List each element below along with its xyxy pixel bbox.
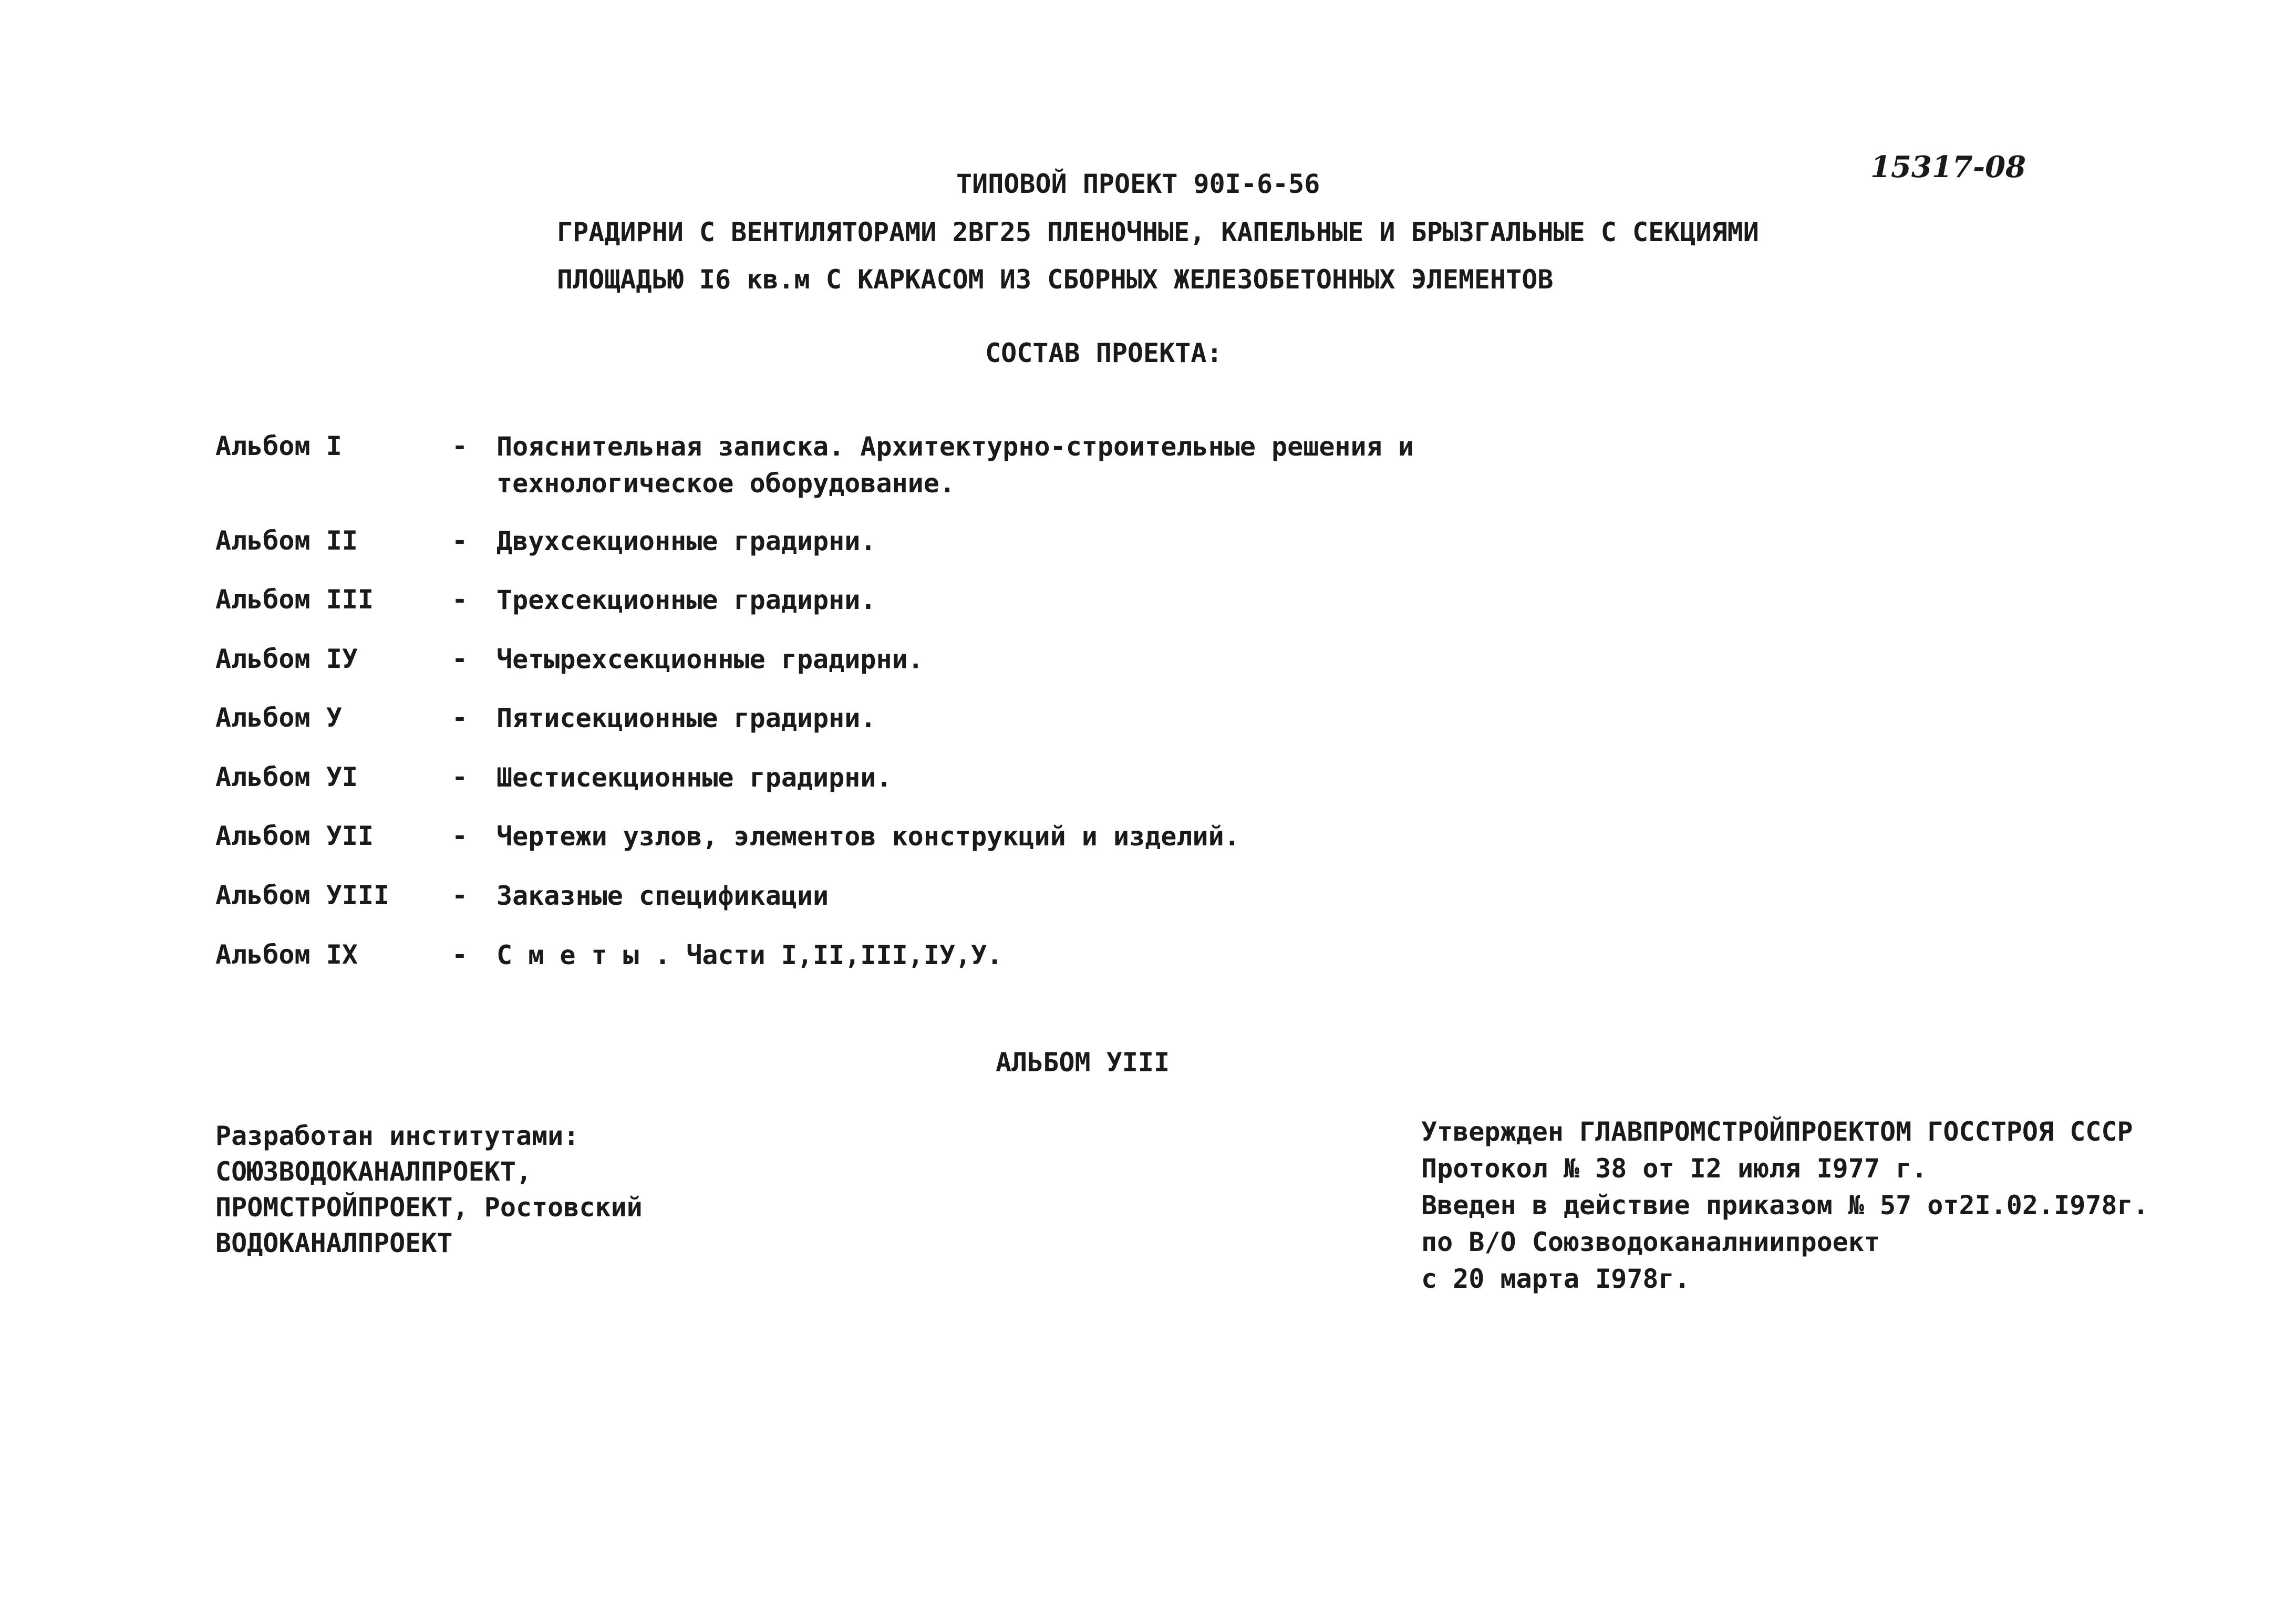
album-description: Пятисекционные градирни.	[497, 703, 876, 733]
approval-line-5: с 20 марта I978г.	[1421, 1264, 1690, 1294]
subtitle-line-2: ПЛОЩАДЬЮ I6 кв.м С КАРКАСОМ ИЗ СБОРНЫХ ЖЕЛЕЗОБЕТОННЫХ ЭЛЕМЕНТОВ	[557, 264, 1554, 295]
album-description: Шестисекционные градирни.	[497, 762, 892, 793]
album-dash: -	[452, 939, 468, 970]
album-description: Двухсекционные градирни.	[497, 526, 876, 556]
approval-line-1: Утвержден ГЛАВПРОМСТРОЙПРОЕКТОМ ГОССТРОЯ СССР	[1421, 1116, 2133, 1147]
album-description: Пояснительная записка. Архитектурно-строительные решения и	[497, 431, 1414, 462]
album-label: Альбом УII	[215, 821, 374, 851]
album-label: Альбом IX	[215, 939, 358, 970]
approval-line-2: Протокол № 38 от I2 июля I977 г.	[1421, 1153, 1928, 1184]
album-dash: -	[452, 821, 468, 851]
album-dash: -	[452, 762, 468, 792]
album-description: Трехсекционные градирни.	[497, 585, 876, 615]
approval-line-4: по В/О Союзводоканалниипроект	[1421, 1227, 1880, 1257]
album-label: Альбом II	[215, 525, 358, 556]
developers-line-3: ПРОМСТРОЙПРОЕКТ, Ростовский	[215, 1192, 643, 1223]
developers-line-2: СОЮЗВОДОКАНАЛПРОЕКТ,	[215, 1156, 532, 1187]
album-label: Альбом IУ	[215, 644, 358, 674]
album-dash: -	[452, 431, 468, 461]
current-album-heading: АЛЬБОМ УIII	[996, 1047, 1170, 1078]
album-description: Заказные спецификации	[497, 881, 829, 911]
approval-line-3: Введен в действие приказом № 57 от2I.02.I978г.	[1421, 1190, 2149, 1221]
album-label: Альбом УI	[215, 762, 358, 792]
subtitle-line-1: ГРАДИРНИ С ВЕНТИЛЯТОРАМИ 2ВГ25 ПЛЕНОЧНЫЕ, КАПЕЛЬНЫЕ И БРЫЗГАЛЬНЫЕ С СЕКЦИЯМИ	[557, 217, 1759, 247]
album-dash: -	[452, 644, 468, 674]
album-description: С м е т ы . Части I,II,III,IУ,У.	[497, 940, 1003, 970]
album-description-continued: технологическое оборудование.	[497, 468, 955, 499]
album-label: Альбом III	[215, 584, 374, 615]
album-description: Чертежи узлов, элементов конструкций и изделий.	[497, 821, 1240, 852]
handwritten-code: 15317-08	[1870, 150, 2026, 184]
album-dash: -	[452, 584, 468, 615]
developers-line-1: Разработан институтами:	[215, 1121, 580, 1151]
developers-line-4: ВОДОКАНАЛПРОЕКТ	[215, 1228, 453, 1258]
album-label: Альбом У	[215, 702, 342, 733]
album-description: Четырехсекционные градирни.	[497, 644, 924, 675]
album-label: Альбом I	[215, 431, 342, 461]
album-label: Альбом УIII	[215, 880, 390, 911]
project-title: ТИПОВОЙ ПРОЕКТ 90I-6-56	[956, 169, 1320, 199]
album-dash: -	[452, 525, 468, 556]
album-dash: -	[452, 880, 468, 911]
composition-heading: СОСТАВ ПРОЕКТА:	[985, 338, 1223, 368]
album-dash: -	[452, 702, 468, 733]
